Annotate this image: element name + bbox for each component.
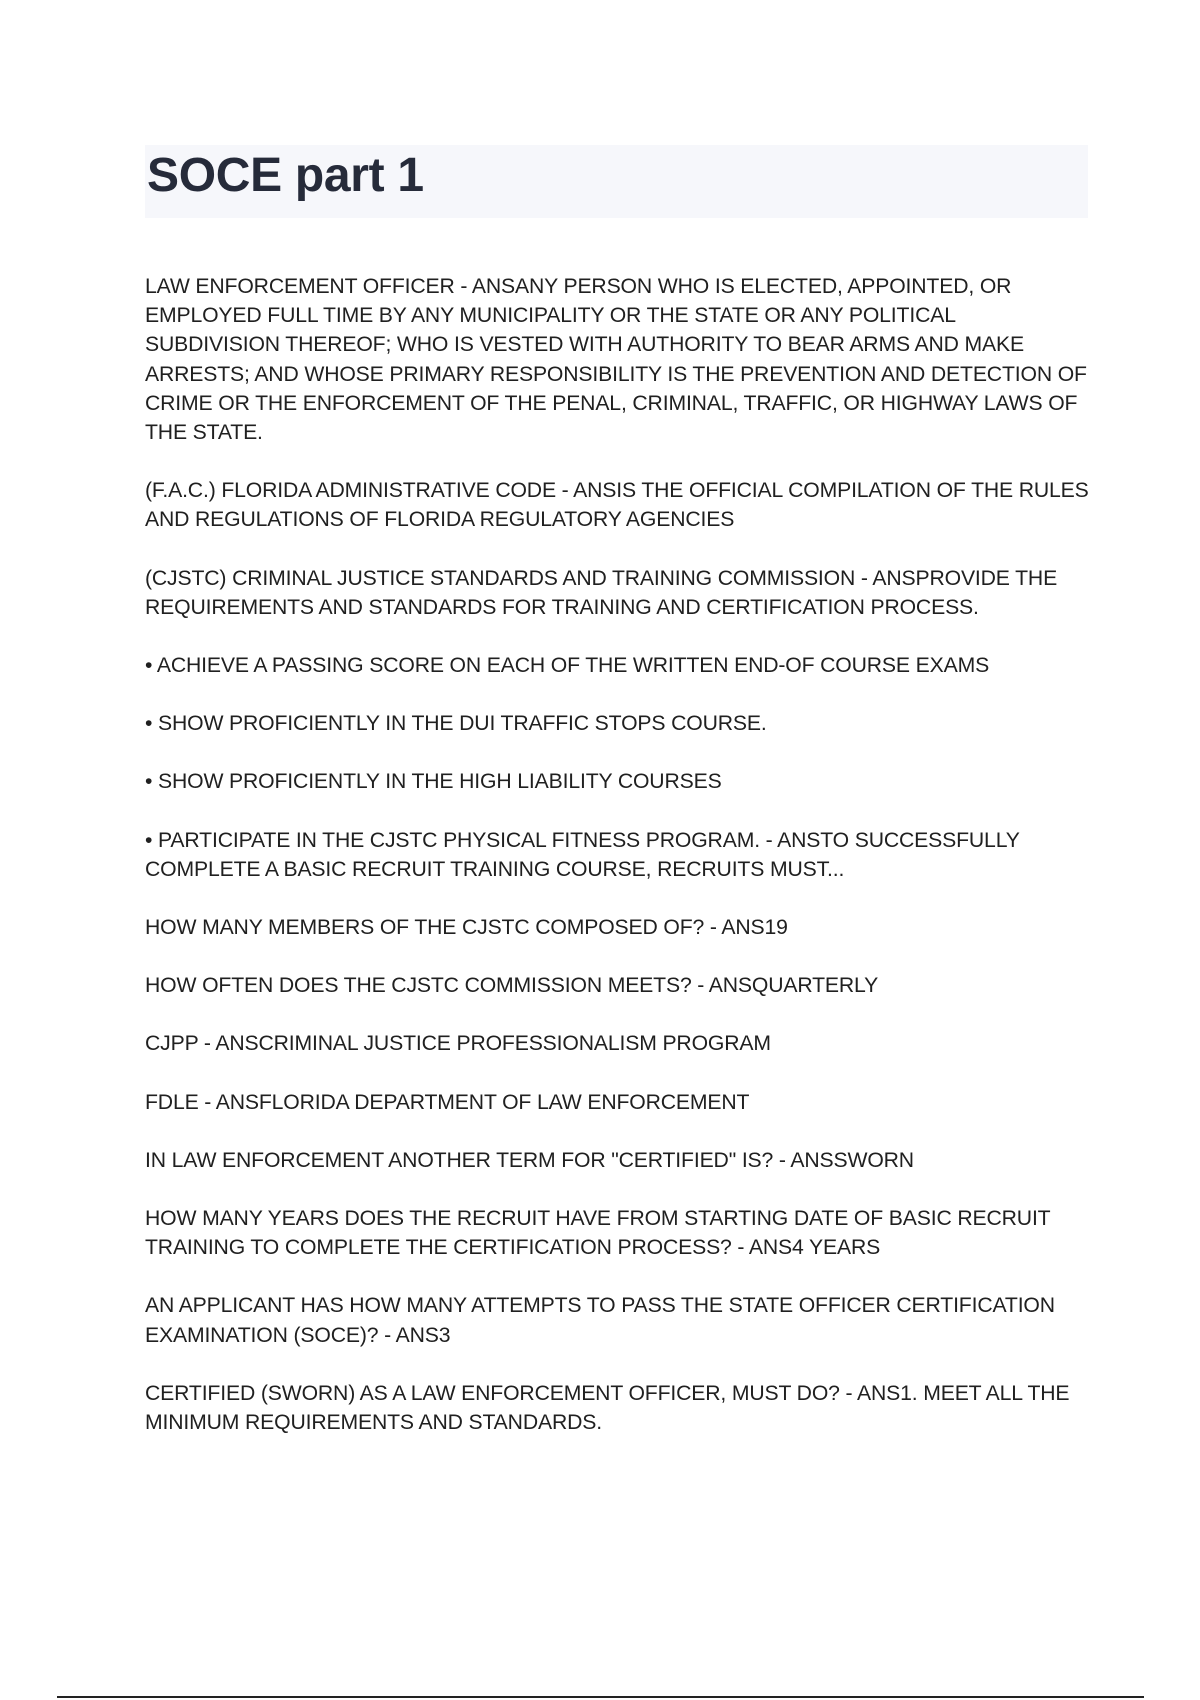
page-title: SOCE part 1 bbox=[147, 149, 424, 202]
entry-fdle: FDLE - ANSFLORIDA DEPARTMENT OF LAW ENFORCEMENT bbox=[145, 1090, 750, 1114]
entry-cjstc-meetings: HOW OFTEN DOES THE CJSTC COMMISSION MEETS? - ANSQUARTERLY bbox=[145, 974, 879, 998]
entry-cjstc-members: HOW MANY MEMBERS OF THE CJSTC COMPOSED OF? - ANS19 bbox=[145, 916, 788, 940]
entry-dui-course-bullet: • SHOW PROFICIENTLY IN THE DUI TRAFFIC STOPS COURSE. bbox=[145, 712, 767, 736]
entry-cjstc: (CJSTC) CRIMINAL JUSTICE STANDARDS AND TRAINING COMMISSION - ANSPROVIDE THE REQUIREMENTS AND STANDARDS FOR TRAINING AND CERTIFICATION PROCESS. bbox=[145, 566, 1058, 619]
entry-physical-fitness-bullet: • PARTICIPATE IN THE CJSTC PHYSICAL FITNESS PROGRAM. - ANSTO SUCCESSFULLY COMPLETE A BASIC RECRUIT TRAINING COURSE, RECRUITS MUST... bbox=[145, 828, 1020, 881]
entry-soce-attempts: AN APPLICANT HAS HOW MANY ATTEMPTS TO PASS THE STATE OFFICER CERTIFICATION EXAMINATION (SOCE)? - ANS3 bbox=[145, 1294, 1055, 1347]
entry-high-liability-bullet: • SHOW PROFICIENTLY IN THE HIGH LIABILITY COURSES bbox=[145, 770, 722, 794]
entry-certified-term: IN LAW ENFORCEMENT ANOTHER TERM FOR "CERTIFIED" IS? - ANSSWORN bbox=[145, 1148, 914, 1172]
entry-certified-requirements: CERTIFIED (SWORN) AS A LAW ENFORCEMENT OFFICER, MUST DO? - ANS1. MEET ALL THE MINIMUM REQUIREMENTS AND STANDARDS. bbox=[145, 1381, 1070, 1435]
entry-passing-score-bullet: • ACHIEVE A PASSING SCORE ON EACH OF THE WRITTEN END-OF COURSE EXAMS bbox=[145, 654, 990, 678]
entry-cjpp: CJPP - ANSCRIMINAL JUSTICE PROFESSIONALISM PROGRAM bbox=[145, 1032, 771, 1056]
document-body bbox=[145, 272, 1090, 1466]
entry-florida-administrative-code: (F.A.C.) FLORIDA ADMINISTRATIVE CODE - ANSIS THE OFFICIAL COMPILATION OF THE RULES AND REGULATIONS OF FLORIDA REGULATORY AGENCIES bbox=[145, 479, 1089, 532]
entry-certification-years: HOW MANY YEARS DOES THE RECRUIT HAVE FROM STARTING DATE OF BASIC RECRUIT TRAINING TO COMPLETE THE CERTIFICATION PROCESS? - ANS4 YEARS bbox=[145, 1207, 1051, 1260]
footer-divider bbox=[57, 1696, 1144, 1698]
title-banner bbox=[145, 145, 1088, 218]
entry-law-enforcement-officer: LAW ENFORCEMENT OFFICER - ANSANY PERSON WHO IS ELECTED, APPOINTED, OR EMPLOYED FULL TIME BY ANY MUNICIPALITY OR THE STATE OR ANY POLITICAL SUBDIVISION THEREOF; WHO IS VESTED WITH AUTHORITY TO BEAR ARMS AND MAKE ARRESTS; AND WHOSE PRIMARY RESPONSIBILITY IS THE PREVENTION AND DETECTION OF CRIME OR THE ENFORCEMENT OF THE PENAL, CRIMINAL, TRAFFIC, OR HIGHWAY LAWS OF THE STATE. bbox=[145, 275, 1087, 445]
